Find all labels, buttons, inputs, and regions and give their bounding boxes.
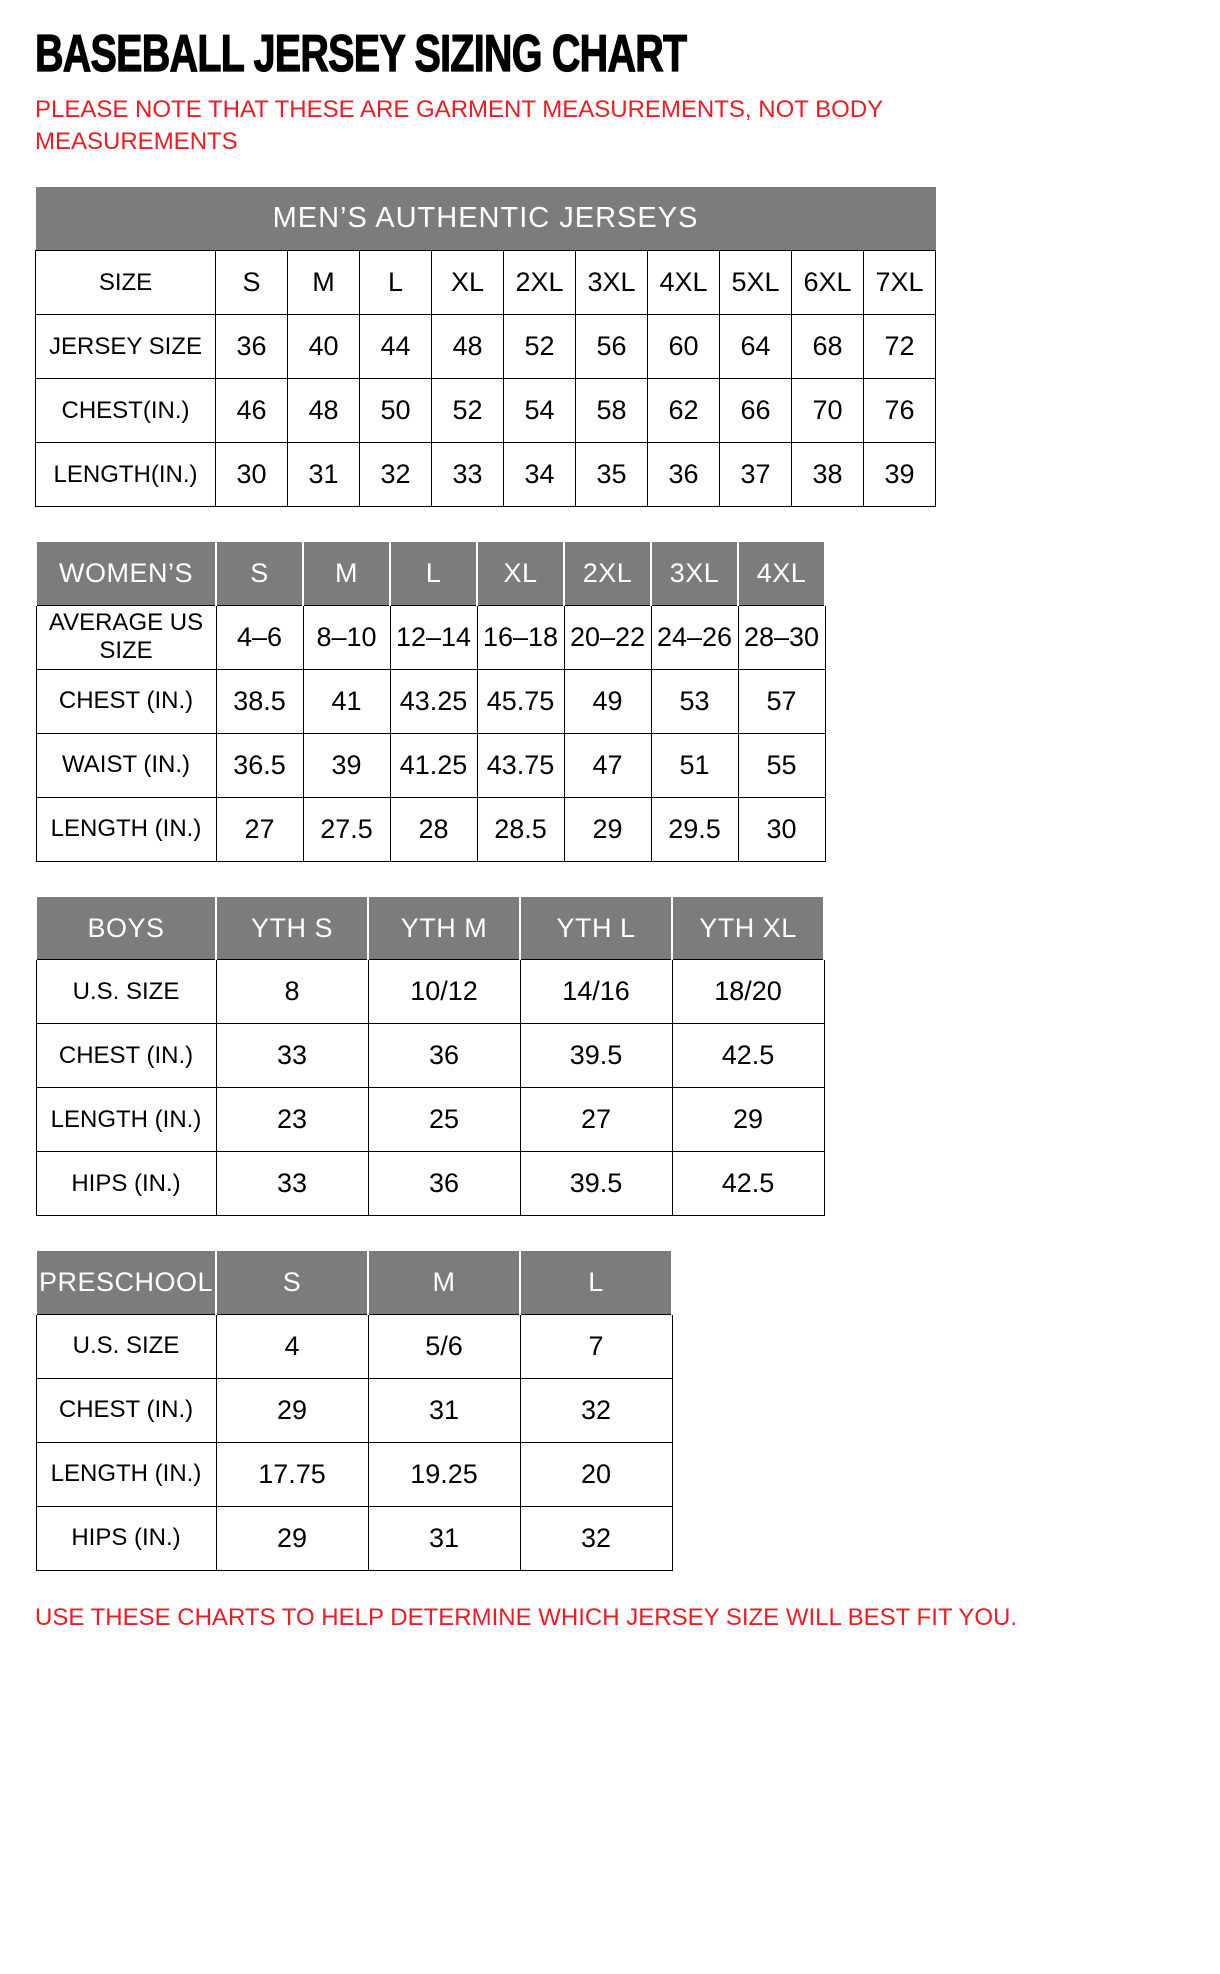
value-cell: 7	[520, 1314, 672, 1378]
value-cell: 31	[368, 1378, 520, 1442]
value-cell: 58	[576, 379, 648, 443]
table-row	[36, 1314, 672, 1378]
column-header: S	[216, 1250, 368, 1314]
row-label: SIZE	[36, 251, 216, 315]
table-row	[36, 605, 825, 669]
preschool-sizing-table	[35, 1249, 673, 1571]
value-cell: 64	[720, 315, 792, 379]
row-label: CHEST (IN.)	[36, 669, 216, 733]
value-cell: 29.5	[651, 797, 738, 861]
table-row	[36, 1378, 672, 1442]
value-cell: 46	[216, 379, 288, 443]
value-cell: 39.5	[520, 1152, 672, 1216]
value-cell: 12–14	[390, 605, 477, 669]
column-header: S	[216, 541, 303, 605]
table-title-cell: WOMEN’S	[36, 541, 216, 605]
value-cell: 24–26	[651, 605, 738, 669]
mens-table-title: MEN’S AUTHENTIC JERSEYS	[36, 187, 936, 251]
table-row	[36, 315, 936, 379]
column-header: M	[303, 541, 390, 605]
table-title-cell: BOYS	[36, 896, 216, 960]
value-cell: 20	[520, 1442, 672, 1506]
page-title: BASEBALL JERSEY SIZING CHART	[35, 25, 687, 83]
value-cell: 31	[288, 443, 360, 507]
row-label: AVERAGE US SIZE	[36, 605, 216, 669]
value-cell: 39	[864, 443, 936, 507]
value-cell: 30	[738, 797, 825, 861]
value-cell: 45.75	[477, 669, 564, 733]
value-cell: 48	[288, 379, 360, 443]
value-cell: 27	[520, 1088, 672, 1152]
table-row	[36, 1152, 824, 1216]
value-cell: 43.25	[390, 669, 477, 733]
value-cell: 43.75	[477, 733, 564, 797]
column-header: L	[520, 1250, 672, 1314]
value-cell: 49	[564, 669, 651, 733]
table-row	[36, 1442, 672, 1506]
table-row	[36, 1024, 824, 1088]
row-label: LENGTH (IN.)	[36, 797, 216, 861]
value-cell: 20–22	[564, 605, 651, 669]
value-cell: 17.75	[216, 1442, 368, 1506]
value-cell: 5/6	[368, 1314, 520, 1378]
garment-measurement-note: PLEASE NOTE THAT THESE ARE GARMENT MEASUREMENTS, NOT BODY MEASUREMENTS	[35, 96, 883, 156]
row-label: HIPS (IN.)	[36, 1152, 216, 1216]
value-cell: 35	[576, 443, 648, 507]
row-label: CHEST(IN.)	[36, 379, 216, 443]
fit-advice-footer: USE THESE CHARTS TO HELP DETERMINE WHICH JERSEY SIZE WILL BEST FIT YOU.	[35, 1603, 1018, 1631]
value-cell: 19.25	[368, 1442, 520, 1506]
table-header-row	[36, 541, 825, 605]
value-cell: 32	[360, 443, 432, 507]
value-cell: 38	[792, 443, 864, 507]
value-cell: 53	[651, 669, 738, 733]
value-cell: 29	[564, 797, 651, 861]
value-cell: XL	[432, 251, 504, 315]
column-header: 2XL	[564, 541, 651, 605]
value-cell: 7XL	[864, 251, 936, 315]
value-cell: 28	[390, 797, 477, 861]
table-row	[36, 733, 825, 797]
value-cell: 36	[216, 315, 288, 379]
value-cell: 54	[504, 379, 576, 443]
value-cell: 29	[216, 1506, 368, 1570]
value-cell: 39	[303, 733, 390, 797]
row-label: LENGTH (IN.)	[36, 1442, 216, 1506]
value-cell: 70	[792, 379, 864, 443]
value-cell: 8	[216, 960, 368, 1024]
row-label: U.S. SIZE	[36, 1314, 216, 1378]
value-cell: 28.5	[477, 797, 564, 861]
value-cell: 4–6	[216, 605, 303, 669]
value-cell: 39.5	[520, 1024, 672, 1088]
value-cell: 48	[432, 315, 504, 379]
value-cell: 25	[368, 1088, 520, 1152]
value-cell: 36	[648, 443, 720, 507]
value-cell: 62	[648, 379, 720, 443]
value-cell: 68	[792, 315, 864, 379]
table-row	[36, 669, 825, 733]
womens-sizing-table	[35, 540, 826, 862]
row-label: WAIST (IN.)	[36, 733, 216, 797]
value-cell: 36	[368, 1152, 520, 1216]
value-cell: 4	[216, 1314, 368, 1378]
row-label: CHEST (IN.)	[36, 1378, 216, 1442]
value-cell: 23	[216, 1088, 368, 1152]
value-cell: 56	[576, 315, 648, 379]
value-cell: 8–10	[303, 605, 390, 669]
column-header: L	[390, 541, 477, 605]
row-label: CHEST (IN.)	[36, 1024, 216, 1088]
column-header: 4XL	[738, 541, 825, 605]
value-cell: 42.5	[672, 1024, 824, 1088]
value-cell: 50	[360, 379, 432, 443]
value-cell: 37	[720, 443, 792, 507]
value-cell: M	[288, 251, 360, 315]
value-cell: 32	[520, 1506, 672, 1570]
value-cell: 52	[432, 379, 504, 443]
row-label: LENGTH(IN.)	[36, 443, 216, 507]
value-cell: 27.5	[303, 797, 390, 861]
value-cell: 2XL	[504, 251, 576, 315]
value-cell: 14/16	[520, 960, 672, 1024]
table-row	[36, 1506, 672, 1570]
value-cell: 66	[720, 379, 792, 443]
value-cell: 51	[651, 733, 738, 797]
value-cell: 36.5	[216, 733, 303, 797]
value-cell: 29	[216, 1378, 368, 1442]
value-cell: 3XL	[576, 251, 648, 315]
table-banner-row	[36, 187, 936, 251]
value-cell: 47	[564, 733, 651, 797]
column-header: YTH M	[368, 896, 520, 960]
column-header: YTH S	[216, 896, 368, 960]
table-row	[36, 1088, 824, 1152]
column-header: YTH XL	[672, 896, 824, 960]
value-cell: 33	[216, 1024, 368, 1088]
table-header-row	[36, 1250, 672, 1314]
table-row	[36, 960, 824, 1024]
value-cell: 55	[738, 733, 825, 797]
value-cell: 5XL	[720, 251, 792, 315]
value-cell: 27	[216, 797, 303, 861]
value-cell: 29	[672, 1088, 824, 1152]
value-cell: L	[360, 251, 432, 315]
table-row	[36, 251, 936, 315]
value-cell: 42.5	[672, 1152, 824, 1216]
column-header: XL	[477, 541, 564, 605]
table-row	[36, 443, 936, 507]
table-header-row	[36, 896, 824, 960]
value-cell: 34	[504, 443, 576, 507]
row-label: LENGTH (IN.)	[36, 1088, 216, 1152]
value-cell: 72	[864, 315, 936, 379]
table-row	[36, 379, 936, 443]
value-cell: 41	[303, 669, 390, 733]
row-label: U.S. SIZE	[36, 960, 216, 1024]
value-cell: 52	[504, 315, 576, 379]
value-cell: 18/20	[672, 960, 824, 1024]
value-cell: 44	[360, 315, 432, 379]
value-cell: 36	[368, 1024, 520, 1088]
value-cell: 4XL	[648, 251, 720, 315]
value-cell: 33	[432, 443, 504, 507]
value-cell: 33	[216, 1152, 368, 1216]
value-cell: 41.25	[390, 733, 477, 797]
table-row	[36, 797, 825, 861]
row-label: HIPS (IN.)	[36, 1506, 216, 1570]
value-cell: 32	[520, 1378, 672, 1442]
column-header: M	[368, 1250, 520, 1314]
value-cell: 40	[288, 315, 360, 379]
value-cell: 57	[738, 669, 825, 733]
value-cell: 38.5	[216, 669, 303, 733]
value-cell: 6XL	[792, 251, 864, 315]
mens-sizing-table	[35, 187, 936, 508]
value-cell: 31	[368, 1506, 520, 1570]
column-header: YTH L	[520, 896, 672, 960]
value-cell: 28–30	[738, 605, 825, 669]
column-header: 3XL	[651, 541, 738, 605]
value-cell: 76	[864, 379, 936, 443]
value-cell: 10/12	[368, 960, 520, 1024]
value-cell: 60	[648, 315, 720, 379]
value-cell: S	[216, 251, 288, 315]
table-title-cell: PRESCHOOL	[36, 1250, 216, 1314]
row-label: JERSEY SIZE	[36, 315, 216, 379]
value-cell: 30	[216, 443, 288, 507]
value-cell: 16–18	[477, 605, 564, 669]
boys-sizing-table	[35, 895, 825, 1217]
